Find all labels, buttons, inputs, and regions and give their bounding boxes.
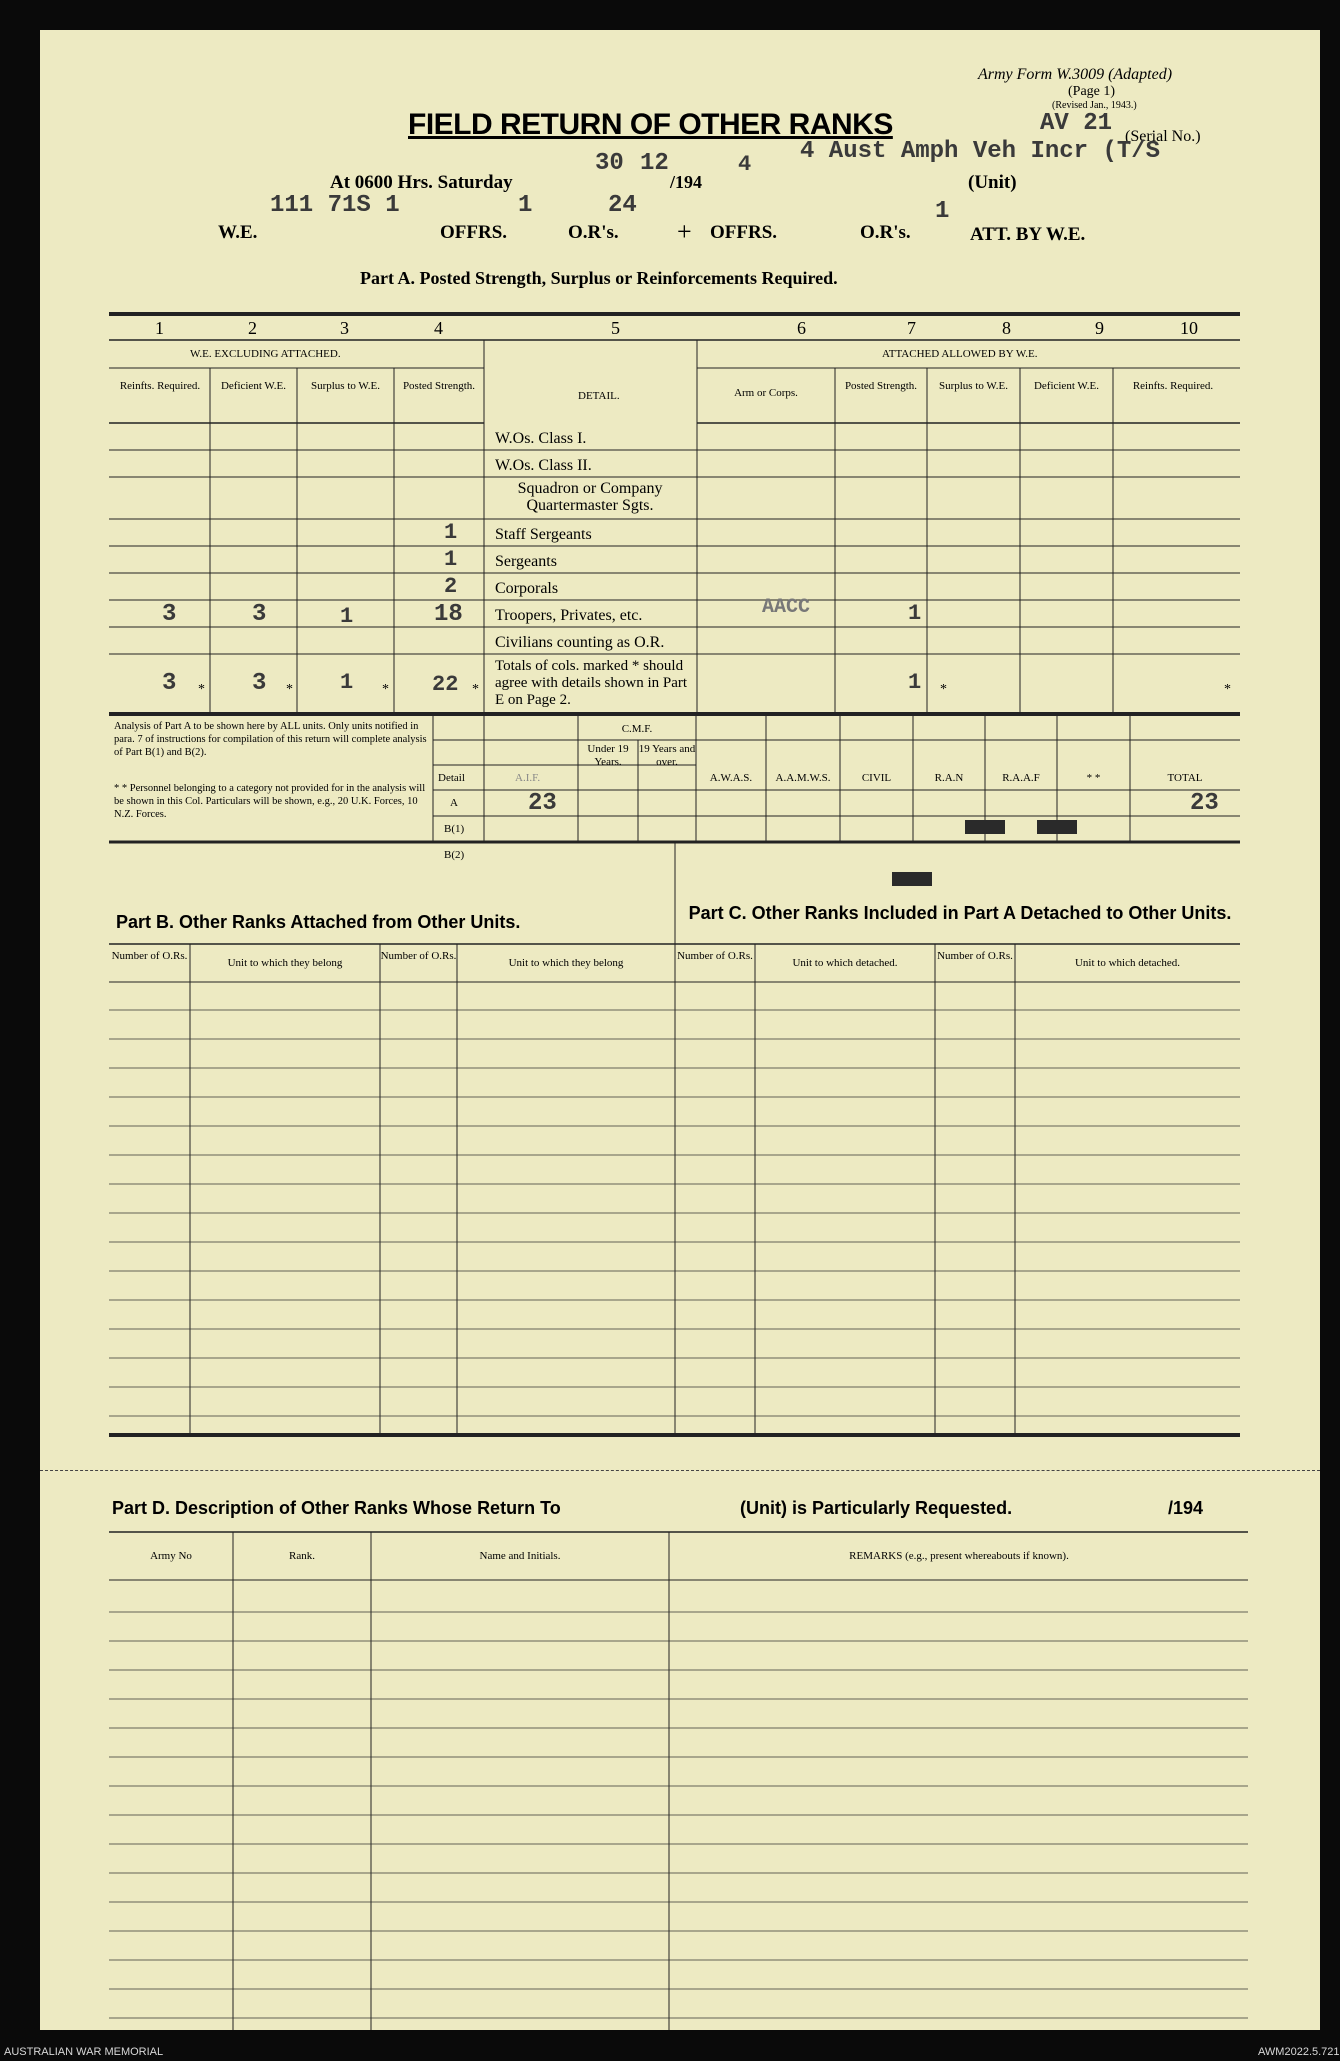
serial-label: (Serial No.)	[1125, 128, 1201, 145]
col-number-10: 10	[1180, 318, 1198, 338]
19-and-over-header: 19 Years and over.	[638, 743, 696, 768]
troopers-posted: 18	[434, 601, 463, 628]
raaf-header: R.A.A.F	[1002, 772, 1040, 784]
detail-civilians: Civilians counting as O.R.	[495, 634, 665, 651]
col-number-8: 8	[1002, 318, 1011, 338]
unit-label: (Unit)	[968, 172, 1017, 193]
footer-right: AWM2022.5.721	[1258, 2046, 1340, 2058]
ran-header: R.A.N	[934, 772, 964, 784]
ors-value: 24	[608, 192, 637, 219]
part-c-unit-2: Unit to which detached.	[1074, 957, 1181, 969]
offrs-value: 1	[518, 192, 533, 219]
part-b-num-ors-2: Number of O.Rs.	[380, 950, 457, 962]
part-c-num-ors-1: Number of O.Rs.	[677, 950, 753, 962]
remarks-header: REMARKS (e.g., present whereabouts if known).	[849, 1550, 1069, 1562]
reinfts-required-header: Reinfts. Required.	[119, 380, 201, 392]
aif-header: A.I.F.	[515, 772, 541, 784]
star-10: *	[1224, 682, 1231, 697]
serial-value: AV 21	[1040, 110, 1113, 137]
redaction-raaf	[1037, 820, 1077, 834]
col-number-7: 7	[907, 318, 916, 338]
att-label: ATT. BY W.E.	[970, 224, 1086, 245]
star-2: *	[286, 682, 293, 697]
perforation-line	[40, 1470, 1320, 1471]
corporals-posted: 2	[444, 574, 458, 599]
date-month: 12	[640, 150, 669, 177]
form-sheet	[40, 30, 1320, 2030]
form-name: Army Form W.3009 (Adapted)	[978, 66, 1173, 83]
aamws-header: A.A.M.W.S.	[775, 772, 831, 784]
col-number-3: 3	[340, 318, 349, 338]
analysis-row-b1: B(1)	[444, 823, 465, 835]
troopers-surplus: 1	[340, 604, 354, 629]
page-number: (Page 1)	[1068, 84, 1116, 99]
star-1: *	[198, 682, 205, 697]
total-attached-posted: 1	[908, 670, 922, 695]
total-posted: 22	[432, 672, 459, 697]
attached-allowed-header: ATTACHED ALLOWED BY W.E.	[882, 348, 1038, 360]
reinfts-right-header: Reinfts. Required.	[1132, 380, 1214, 392]
detail-sergeants: Sergeants	[495, 553, 557, 570]
date-day: 30	[595, 150, 624, 177]
form-rules	[40, 30, 1320, 2030]
army-no-header: Army No	[150, 1550, 192, 1562]
at-label: At 0600 Hrs. Saturday	[330, 172, 513, 193]
detail-wo-class-1: W.Os. Class I.	[495, 430, 587, 447]
category-note: * * Personnel belonging to a category not provided for in the analysis will be shown in this Col. Particulars will be shown, e.g., 20 U.K. Forces, 10 N.Z. Forces.	[114, 783, 426, 820]
we-value: 111 71S 1	[270, 192, 400, 219]
detail-wo-class-2: W.Os. Class II.	[495, 457, 592, 474]
detail-totals: Totals of cols. marked * should agree with details shown in Part E on Page 2.	[495, 658, 688, 708]
ors2-label: O.R's.	[860, 222, 911, 243]
under-19-header: Under 19 Years.	[587, 743, 629, 768]
star-4: *	[472, 682, 479, 697]
total-surplus: 1	[340, 670, 354, 695]
detail-staff-sergeants: Staff Sergeants	[495, 526, 592, 543]
analysis-note: Analysis of Part A to be shown here by ALL units. Only units notified in para. 7 of instructions for compilation of this return will complete analysis of Part B(1) and B(2).	[114, 721, 427, 758]
other-category-header: * *	[1086, 772, 1101, 784]
ors2-value: 1	[935, 198, 950, 225]
year-digit: 4	[738, 152, 752, 177]
col-number-4: 4	[434, 318, 443, 338]
civil-header: CIVIL	[861, 772, 892, 784]
redaction-ran	[965, 820, 1005, 834]
col-number-1: 1	[155, 318, 164, 338]
analysis-detail-header: Detail	[438, 772, 465, 784]
part-b-unit-2: Unit to which they belong	[508, 957, 624, 969]
col-number-2: 2	[248, 318, 257, 338]
total-header: TOTAL	[1167, 772, 1203, 784]
detail-cqms: Squadron or Company Quartermaster Sgts.	[517, 480, 663, 514]
year-prefix: /194	[670, 172, 703, 192]
redaction-civil	[892, 872, 932, 886]
revised-date: (Revised Jan., 1943.)	[1052, 100, 1137, 111]
total-reinfts: 3	[162, 670, 177, 697]
part-a-title: Part A. Posted Strength, Surplus or Reinforcements Required.	[360, 268, 838, 288]
arm-corps-header: Arm or Corps.	[734, 387, 798, 399]
analysis-a-total-value: 23	[1190, 790, 1219, 817]
star-7: *	[940, 682, 947, 697]
surplus-header: Surplus to W.E.	[310, 380, 381, 392]
offrs-label: OFFRS.	[440, 222, 508, 243]
total-deficient: 3	[252, 670, 267, 697]
we-excluding-header: W.E. EXCLUDING ATTACHED.	[190, 348, 341, 360]
part-c-title: Part C. Other Ranks Included in Part A Detached to Other Units.	[688, 903, 1232, 923]
rank-header: Rank.	[289, 1550, 315, 1562]
staff-sergeants-posted: 1	[444, 520, 458, 545]
star-3: *	[382, 682, 389, 697]
analysis-row-a: A	[450, 797, 458, 809]
name-initials-header: Name and Initials.	[479, 1550, 561, 1562]
surplus-right-header: Surplus to W.E.	[938, 380, 1009, 392]
posted-strength-right-header: Posted Strength.	[844, 380, 918, 392]
col-number-6: 6	[797, 318, 806, 338]
troopers-deficient: 3	[252, 601, 267, 628]
part-d-title: Part D. Description of Other Ranks Whose Return To	[112, 1498, 561, 1518]
part-b-num-ors-1: Number of O.Rs.	[111, 950, 188, 962]
unit-value: 4 Aust Amph Veh Incr (T/S	[800, 138, 1161, 165]
footer-left: AUSTRALIAN WAR MEMORIAL	[4, 2046, 164, 2058]
part-c-num-ors-2: Number of O.Rs.	[937, 950, 1013, 962]
detail-corporals: Corporals	[495, 580, 559, 597]
part-d-date-label: /194	[1168, 1498, 1204, 1518]
form-title: FIELD RETURN OF OTHER RANKS	[408, 108, 893, 141]
troopers-attached-posted: 1	[908, 601, 922, 626]
detail-header: DETAIL.	[578, 390, 620, 402]
cmf-header: C.M.F.	[621, 723, 653, 735]
analysis-row-b2: B(2)	[444, 849, 465, 861]
detail-troopers: Troopers, Privates, etc.	[495, 607, 643, 624]
col-number-9: 9	[1095, 318, 1104, 338]
we-label: W.E.	[218, 222, 258, 243]
deficient-header: Deficient W.E.	[220, 380, 287, 392]
offrs2-label: OFFRS.	[710, 222, 778, 243]
part-c-unit-1: Unit to which detached.	[792, 957, 898, 969]
posted-strength-header: Posted Strength.	[402, 380, 476, 392]
deficient-right-header: Deficient W.E.	[1033, 380, 1100, 392]
awas-header: A.W.A.S.	[709, 772, 753, 784]
col-number-5: 5	[611, 318, 620, 338]
troopers-reinfts: 3	[162, 601, 177, 628]
ors-label: O.R's.	[568, 222, 619, 243]
analysis-a-aif-value: 23	[528, 790, 557, 817]
part-d-unit-label: (Unit) is Particularly Requested.	[740, 1498, 1013, 1518]
part-b-unit-1: Unit to which they belong	[227, 957, 343, 969]
part-b-title: Part B. Other Ranks Attached from Other Units.	[116, 912, 521, 932]
sergeants-posted: 1	[444, 547, 458, 572]
troopers-arm-corps: AACC	[762, 596, 811, 619]
plus-sign: +	[677, 217, 692, 246]
